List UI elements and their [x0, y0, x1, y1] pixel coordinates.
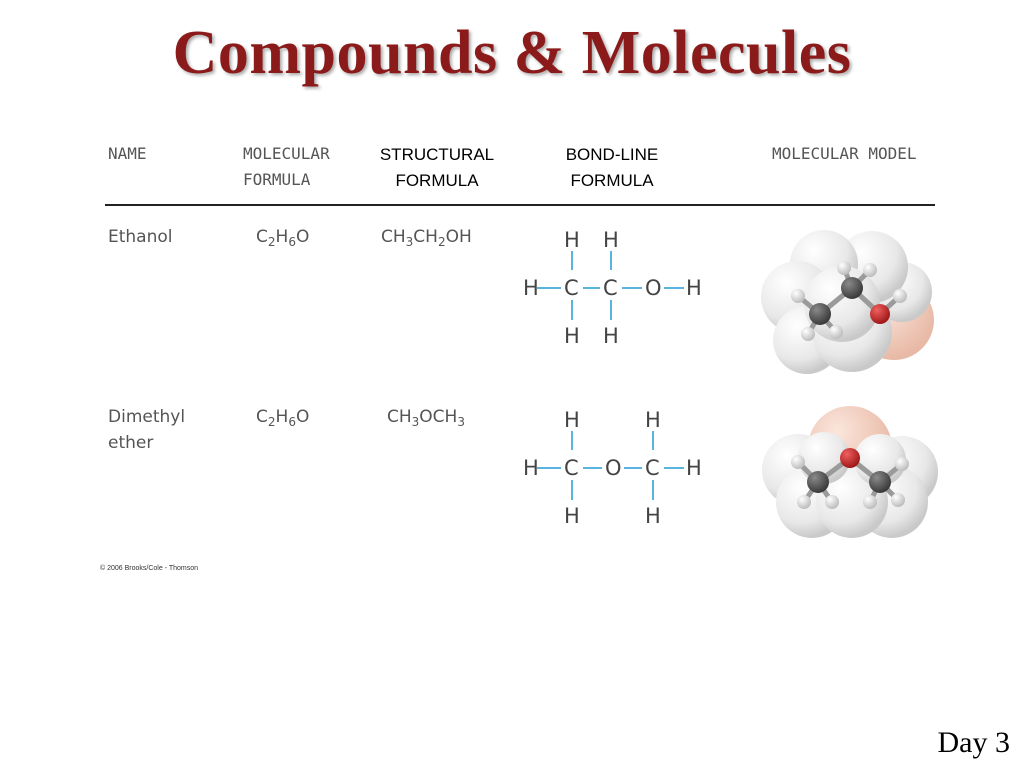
- formula-part: OH: [445, 227, 472, 247]
- atom-c: C: [603, 276, 618, 300]
- slide-title: Compounds & Molecules: [172, 19, 852, 87]
- dimethyl-ether-space-filling-model: [752, 402, 942, 552]
- hydrogen-atom: [791, 289, 805, 303]
- carbon-atom: [869, 471, 891, 493]
- carbon-atom: [841, 277, 863, 299]
- header-molecular-formula-line-1: MOLECULAR: [243, 144, 330, 163]
- header-molecular-model-line-1: MOLECULAR MODEL: [772, 144, 917, 163]
- space-filling-spheres: [761, 230, 934, 374]
- row-ethanol-structural-formula: [381, 224, 472, 250]
- hydrogen-atom: [895, 457, 909, 471]
- hydrogen-atom: [829, 325, 843, 339]
- oxygen-atom: [870, 304, 890, 324]
- hydrogen-atom: [893, 289, 907, 303]
- hydrogen-atom: [891, 493, 905, 507]
- header-molecular-formula-line-2: FORMULA: [243, 170, 311, 189]
- header-bond-line-formula-line-2: FORMULA: [570, 171, 654, 190]
- carbon-atom: [807, 471, 829, 493]
- atom-h: H: [523, 456, 539, 480]
- row-dimethyl-ether-structural-formula: [387, 404, 465, 430]
- atom-o: O: [605, 456, 622, 480]
- formula-part: H: [275, 227, 289, 247]
- atom-h: H: [564, 408, 580, 432]
- atom-h: H: [686, 456, 702, 480]
- hydrogen-atom: [797, 495, 811, 509]
- atom-c: C: [645, 456, 660, 480]
- header-structural-formula: [366, 142, 508, 194]
- row-dimethyl-ether-name-line-1: Dimethyl: [108, 407, 186, 427]
- hydrogen-atom: [791, 455, 805, 469]
- formula-part: C: [256, 407, 268, 427]
- formula-subscript: 2: [437, 235, 446, 249]
- atom-h: H: [645, 408, 661, 432]
- atom-h: H: [564, 504, 580, 528]
- copyright-notice: © 2006 Brooks/Cole - Thomson: [100, 565, 199, 572]
- formula-subscript: 3: [411, 415, 420, 429]
- header-molecular-formula: [243, 141, 330, 193]
- row-dimethyl-ether-name-line-2: ether: [108, 433, 154, 453]
- formula-part: O: [295, 227, 310, 247]
- header-bond-line-formula: [548, 142, 676, 194]
- oxygen-atom: [840, 448, 860, 468]
- atom-h: H: [603, 228, 619, 252]
- hydrogen-atom: [825, 495, 839, 509]
- formula-part: CH: [387, 407, 412, 427]
- formula-part: CH: [381, 227, 406, 247]
- hydrogen-atom: [863, 263, 877, 277]
- formula-subscript: 2: [267, 235, 276, 249]
- hydrogen-atom: [863, 495, 877, 509]
- atom-c: C: [564, 276, 579, 300]
- atom-h: H: [686, 276, 702, 300]
- row-ethanol-name: [108, 224, 173, 250]
- header-bond-line-formula-line-1: BOND-LINE: [565, 145, 659, 164]
- hydrogen-atom: [837, 261, 851, 275]
- atom-h: H: [523, 276, 539, 300]
- header-structural-formula-line-1: STRUCTURAL: [379, 145, 495, 164]
- formula-subscript: 3: [405, 235, 414, 249]
- dimethyl-ether-bond-line-structure: [510, 402, 710, 532]
- atom-o: O: [645, 276, 662, 300]
- row-dimethyl-ether-molecular-formula: [256, 404, 309, 430]
- atom-h: H: [564, 324, 580, 348]
- atom-c: C: [564, 456, 579, 480]
- header-divider: [105, 204, 935, 206]
- formula-subscript: 6: [288, 415, 296, 429]
- formula-subscript: 2: [267, 415, 276, 429]
- row-ethanol-name-text: Ethanol: [108, 227, 173, 247]
- formula-subscript: 6: [288, 235, 296, 249]
- row-dimethyl-ether-name: [108, 404, 185, 456]
- formula-part: H: [275, 407, 289, 427]
- atom-h: H: [603, 324, 619, 348]
- formula-subscript: 3: [457, 415, 465, 429]
- formula-part: C: [256, 227, 268, 247]
- atom-h: H: [645, 504, 661, 528]
- row-ethanol-molecular-formula: [256, 224, 309, 250]
- hydrogen-atom: [801, 327, 815, 341]
- ethanol-bond-line-structure: [510, 222, 710, 352]
- formula-part: O: [295, 407, 310, 427]
- header-structural-formula-line-2: FORMULA: [395, 171, 479, 190]
- atom-h: H: [564, 228, 580, 252]
- ethanol-space-filling-model: [752, 222, 942, 382]
- header-name-line-1: NAME: [108, 144, 147, 163]
- slide-footer-day: Day 3: [937, 726, 1010, 759]
- header-molecular-model: [772, 141, 917, 167]
- formula-part: OCH: [419, 407, 458, 427]
- space-filling-spheres: [762, 406, 938, 538]
- header-name: [108, 141, 147, 167]
- formula-part: CH: [413, 227, 438, 247]
- carbon-atom: [809, 303, 831, 325]
